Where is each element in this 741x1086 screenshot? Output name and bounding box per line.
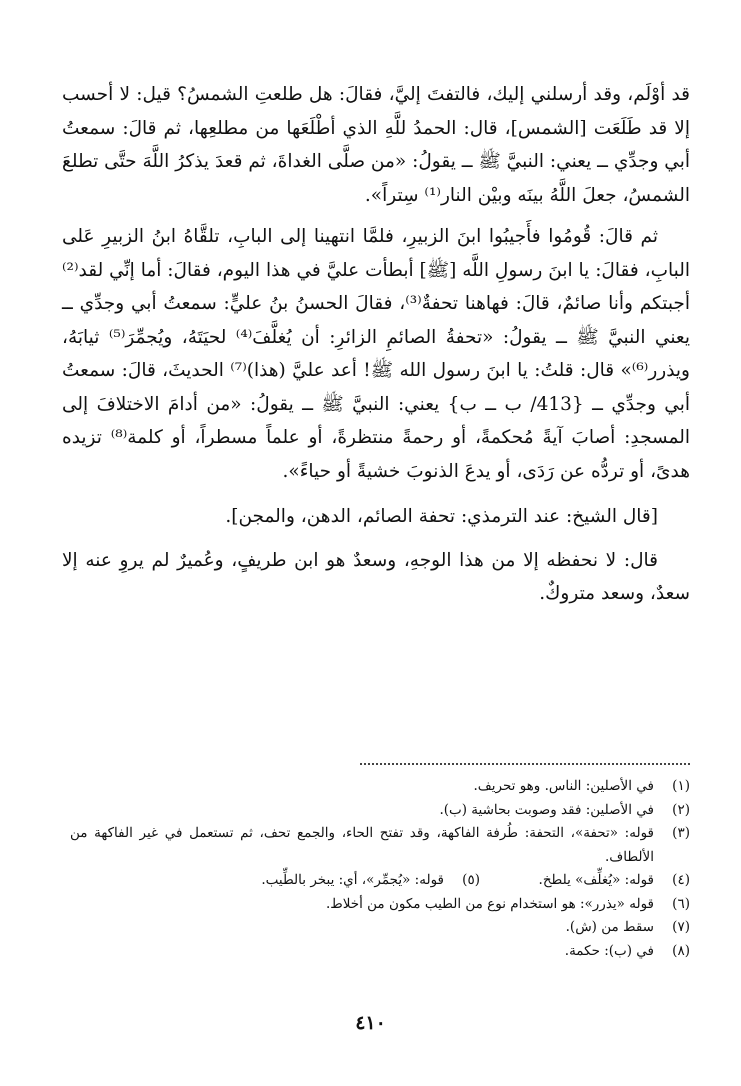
footnote-number: (٥) [462,872,480,888]
footnote-text: في (ب): حكمة. [564,942,654,959]
footnote-number: (٤) [672,872,690,888]
footnote-text: قوله «يذرر»: هو استخدام نوع من الطيب مكون من أخلاط. [325,895,654,912]
page-number: ٤١٠ [355,1012,386,1034]
footnote-text: قوله: «يُجمِّر»، أي: يبخر بالطِّيب. [261,872,444,888]
footnote-4-5 [70,869,690,893]
footnote-2 [70,799,690,823]
footnote-number: (١) [672,778,690,794]
footnote-4 [480,869,690,893]
footnote-number: (٨) [672,942,690,959]
footnote-number: (٦) [672,895,690,912]
footnote-5 [261,869,480,893]
paragraph-4: قال: لا نحفظه إلا من هذا الوجهِ، وسعدٌ هو ابن طريفٍ، وعُميرٌ لم يروِ عنه إلا سعدٌ، وسعد متروكٌ. [62,549,690,604]
footnote-text: في الأصلين: الناس. وهو تحريف. [473,778,654,794]
footnote-6 [70,893,690,917]
paragraph-1: قد أوْلَم، وقد أرسلني إليك، فالتفتَ إليَّ، فقالَ: هل طلعتِ الشمسُ؟ قيل: لا أحسب إلا قد طَلَعَت [الشمس]، قال: الحمدُ للَّهِ الذي أطْلَعَها من مطلعِها، ثم قالَ: سمعتُ أبي وجدِّي ــ يعني: النبيَّ ﷺ ــ يقولُ: «من صلَّى الغداةَ، ثم قعدَ يذكرُ اللَّهَ حتَّى تطلعَ الشمسُ، جعلَ اللَّهُ بينَه وبيْن النار⁽¹⁾ سِتراً». [62,84,690,206]
footnotes [70,775,690,963]
footnote-3 [70,822,690,869]
footnote-8 [70,940,690,964]
footnote-7 [70,916,690,940]
footnote-text: في الأصلين: فقد وصوبت بحاشية (ب). [439,801,654,818]
footnote-text: سقط من (ش). [565,919,654,935]
footnote-number: (٧) [672,919,690,935]
footnote-number: (٣) [672,825,690,841]
paragraph-2: ثم قالَ: قُومُوا فأَجيبُوا ابنَ الزبيرِ، فلمَّا انتهينا إلى البابِ، تلقَّاهُ ابنُ الزبيرِ عَلى البابِ، فقالَ: يا ابنَ رسولِ اللَّه [ﷺ] أبطأت عليَّ في هذا اليوم، فقالَ: أما إنِّي لقد⁽²⁾ أجبتكم وأنا صائمٌ، قالَ: فهاهنا تحفةٌ⁽³⁾، فقالَ الحسنُ بنُ عليٍّ: سمعتُ أبي وجدِّي ــ يعني النبيَّ ﷺ ــ يقولُ: «تحفةُ الصائمِ الزائرِ: أن يُغلَّفَ⁽⁴⁾ لحيَتَهُ، ويُجمِّرَ⁽⁵⁾ ثيابَهُ، ويذرر⁽⁶⁾» قال: قلتُ: يا ابنَ رسول الله ﷺ! أعد عليَّ (هذا)⁽⁷⁾ الحديثَ، قالَ: سمعتُ أبي وجدِّي ــ {413/ ب ــ ب} يعني: النبيَّ ﷺ ــ يقولُ: «من أدامَ الاختلافَ إلى المسجدِ: أصابَ آيةً مُحكمةً، أو رحمةً منتظرةً، أو علماً مسطراً، أو كلمة⁽⁸⁾ تزيده هدىً، أو تردُّه عن رَدَى، أو يدعَ الذنوبَ خشيةً أو حياءً». [62,226,691,482]
main-text [62,78,690,611]
footnote-text: قوله: «يُغلِّف» يلطخ. [538,872,654,888]
footnote-1 [70,775,690,799]
footnote-text: قوله: «تحفة»، التحفة: طُرفة الفاكهة، وقد تفتح الحاء، والجمع تحف، ثم تستعمل في غير الفاكهة من الألطاف. [70,825,654,865]
footnote-divider [360,763,690,765]
sheikh-note: [قال الشيخ: عند الترمذي: تحفة الصائم، الدهن، والمجن]. [225,506,658,527]
footnote-number: (٢) [672,801,690,818]
